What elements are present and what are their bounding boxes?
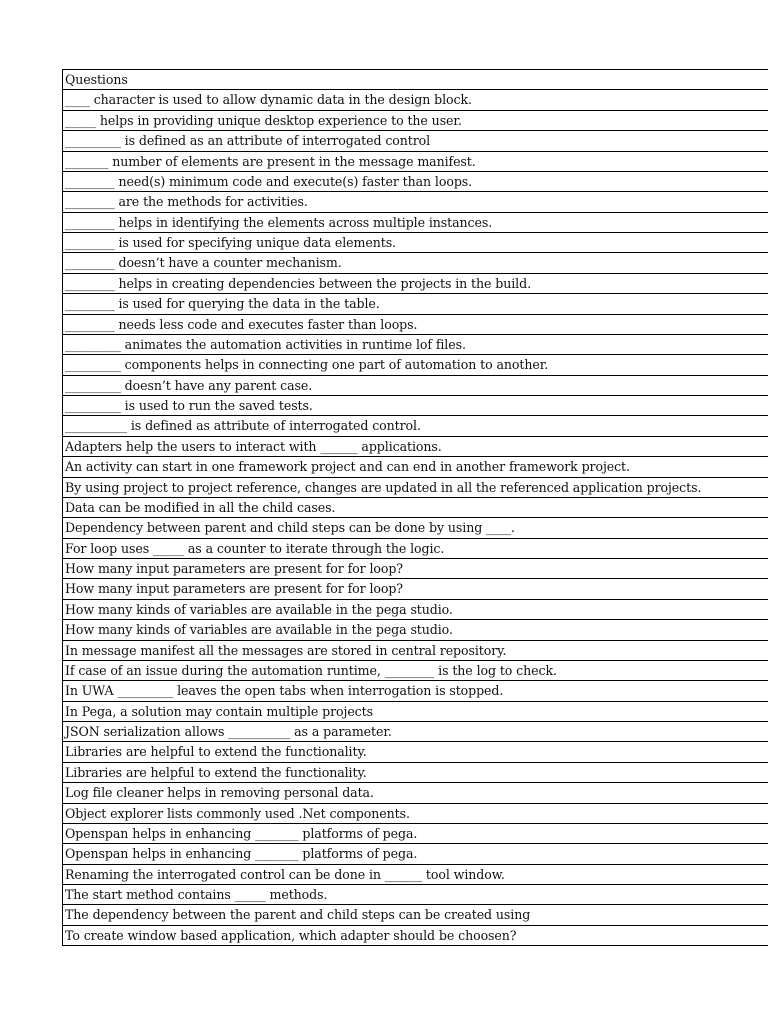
table-row: ________ is used for querying the data in the table. bbox=[63, 294, 768, 314]
table-row: An activity can start in one framework project and can end in another framework project. bbox=[63, 457, 768, 477]
table-row: By using project to project reference, changes are updated in all the referenced application projects. bbox=[63, 478, 768, 498]
questions-table bbox=[62, 69, 768, 946]
table-row: ____ character is used to allow dynamic data in the design block. bbox=[63, 90, 768, 110]
table-row: In UWA _________ leaves the open tabs when interrogation is stopped. bbox=[63, 681, 768, 701]
table-row: Log file cleaner helps in removing personal data. bbox=[63, 783, 768, 803]
table-row: If case of an issue during the automation runtime, ________ is the log to check. bbox=[63, 661, 768, 681]
table-row: _______ number of elements are present in the message manifest. bbox=[63, 152, 768, 172]
table-row: _________ components helps in connecting one part of automation to another. bbox=[63, 355, 768, 375]
table-row: How many input parameters are present for for loop? bbox=[63, 579, 768, 599]
table-row: ________ needs less code and executes faster than loops. bbox=[63, 315, 768, 335]
table-row: Libraries are helpful to extend the functionality. bbox=[63, 763, 768, 783]
table-row: How many input parameters are present for for loop? bbox=[63, 559, 768, 579]
table-row: How many kinds of variables are available in the pega studio. bbox=[63, 620, 768, 640]
table-row: _____ helps in providing unique desktop experience to the user. bbox=[63, 111, 768, 131]
table-row: Adapters help the users to interact with ______ applications. bbox=[63, 437, 768, 457]
table-row: How many kinds of variables are available in the pega studio. bbox=[63, 600, 768, 620]
table-row: _________ is defined as an attribute of interrogated control bbox=[63, 131, 768, 151]
table-row: ________ helps in creating dependencies between the projects in the build. bbox=[63, 274, 768, 294]
table-row: Data can be modified in all the child cases. bbox=[63, 498, 768, 518]
table-row: __________ is defined as attribute of interrogated control. bbox=[63, 416, 768, 436]
table-row: _________ doesn’t have any parent case. bbox=[63, 376, 768, 396]
table-row: The dependency between the parent and child steps can be created using bbox=[63, 905, 768, 925]
table-row: _________ is used to run the saved tests. bbox=[63, 396, 768, 416]
table-row: Object explorer lists commonly used .Net components. bbox=[63, 804, 768, 824]
table-row: ________ doesn’t have a counter mechanism. bbox=[63, 253, 768, 273]
table-row: In message manifest all the messages are stored in central repository. bbox=[63, 641, 768, 661]
table-row: ________ helps in identifying the elements across multiple instances. bbox=[63, 213, 768, 233]
table-row: ________ is used for specifying unique data elements. bbox=[63, 233, 768, 253]
table-header-questions: Questions bbox=[63, 70, 768, 90]
table-row: JSON serialization allows __________ as a parameter. bbox=[63, 722, 768, 742]
table-row: To create window based application, which adapter should be choosen? bbox=[63, 926, 768, 946]
table-row: Openspan helps in enhancing _______ platforms of pega. bbox=[63, 844, 768, 864]
table-row: Dependency between parent and child steps can be done by using ____. bbox=[63, 518, 768, 538]
table-row: The start method contains _____ methods. bbox=[63, 885, 768, 905]
table-row: ________ need(s) minimum code and execute(s) faster than loops. bbox=[63, 172, 768, 192]
table-row: ________ are the methods for activities. bbox=[63, 192, 768, 212]
table-row: For loop uses _____ as a counter to iterate through the logic. bbox=[63, 539, 768, 559]
table-row: _________ animates the automation activities in runtime lof files. bbox=[63, 335, 768, 355]
table-row: Openspan helps in enhancing _______ platforms of pega. bbox=[63, 824, 768, 844]
table-row: Renaming the interrogated control can be done in ______ tool window. bbox=[63, 865, 768, 885]
table-row: Libraries are helpful to extend the functionality. bbox=[63, 742, 768, 762]
table-row: In Pega, a solution may contain multiple projects bbox=[63, 702, 768, 722]
